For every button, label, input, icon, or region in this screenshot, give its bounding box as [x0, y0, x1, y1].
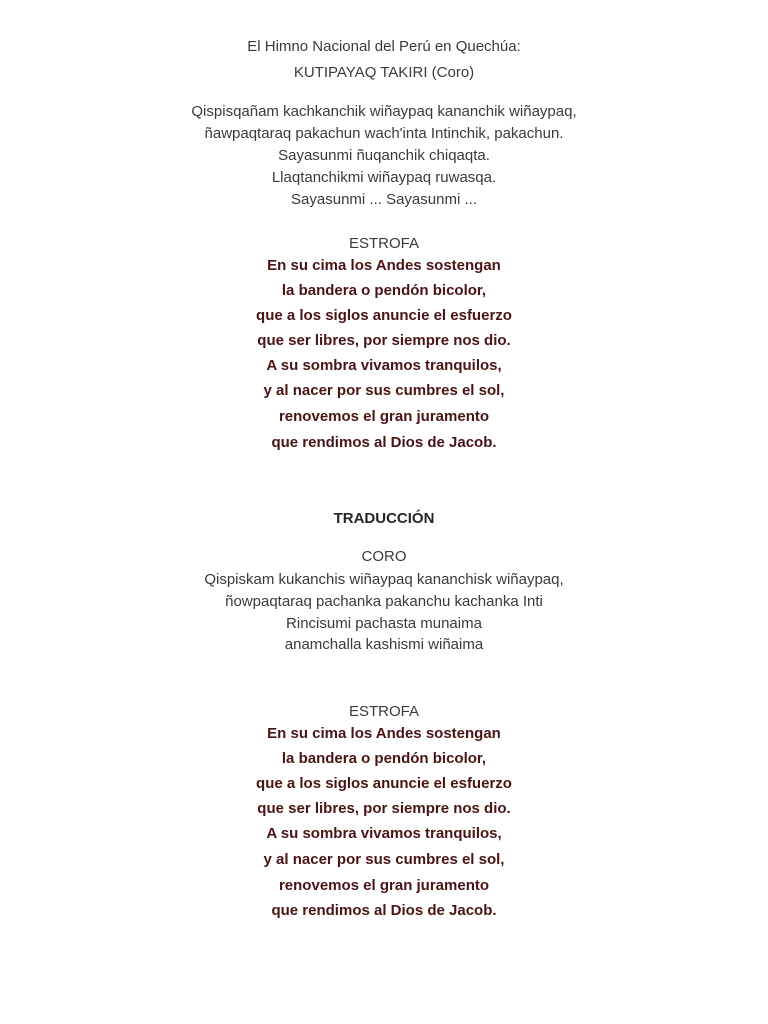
coro-label: CORO [361, 548, 407, 565]
estrofa-line: que a los siglos anuncie el esfuerzo [256, 775, 512, 792]
quechua-chorus-line: ñawpaqtaraq pakachun wach'inta Intinchik, pakachun. [204, 125, 564, 142]
estrofa-line: la bandera o pendón bicolor, [281, 282, 487, 299]
estrofa-line: y al nacer por sus cumbres el sol, [263, 851, 505, 868]
document-subtitle: KUTIPAYAQ TAKIRI (Coro) [293, 64, 475, 81]
estrofa-line: la bandera o pendón bicolor, [281, 750, 487, 767]
estrofa-line: En su cima los Andes sostengan [267, 725, 501, 742]
estrofa-line: A su sombra vivamos tranquilos, [266, 357, 502, 374]
estrofa-line: que ser libres, por siempre nos dio. [257, 800, 511, 817]
quechua-chorus-line: Sayasunmi ñuqanchik chiqaqta. [278, 147, 490, 164]
estrofa-line: A su sombra vivamos tranquilos, [266, 825, 502, 842]
quechua-chorus-line: Qispisqañam kachkanchik wiñaypaq kananchik wiñaypaq, [191, 103, 577, 120]
estrofa-line: renovemos el gran juramento [278, 408, 490, 425]
estrofa-label: ESTROFA [348, 235, 419, 252]
estrofa-line: que rendimos al Dios de Jacob. [271, 902, 497, 919]
quechua-chorus-line: Sayasunmi ... Sayasunmi ... [291, 191, 477, 208]
estrofa-line: renovemos el gran juramento [278, 877, 490, 894]
estrofa-line: y al nacer por sus cumbres el sol, [263, 382, 505, 399]
document-title: El Himno Nacional del Perú en Quechúa: [247, 38, 521, 55]
coro-line: ñowpaqtaraq pachanka pakanchu kachanka Inti [225, 593, 543, 610]
estrofa-line: En su cima los Andes sostengan [267, 257, 501, 274]
quechua-chorus-line: Llaqtanchikmi wiñaypaq ruwasqa. [271, 169, 497, 186]
estrofa-label: ESTROFA [348, 703, 419, 720]
estrofa-line: que ser libres, por siempre nos dio. [257, 332, 511, 349]
estrofa-line: que rendimos al Dios de Jacob. [271, 434, 497, 451]
coro-line: Rincisumi pachasta munaima [286, 615, 482, 632]
coro-line: anamchalla kashismi wiñaima [284, 636, 484, 653]
estrofa-line: que a los siglos anuncie el esfuerzo [256, 307, 512, 324]
translation-heading: TRADUCCIÓN [333, 510, 435, 527]
coro-line: Qispiskam kukanchis wiñaypaq kananchisk wiñaypaq, [204, 571, 564, 588]
